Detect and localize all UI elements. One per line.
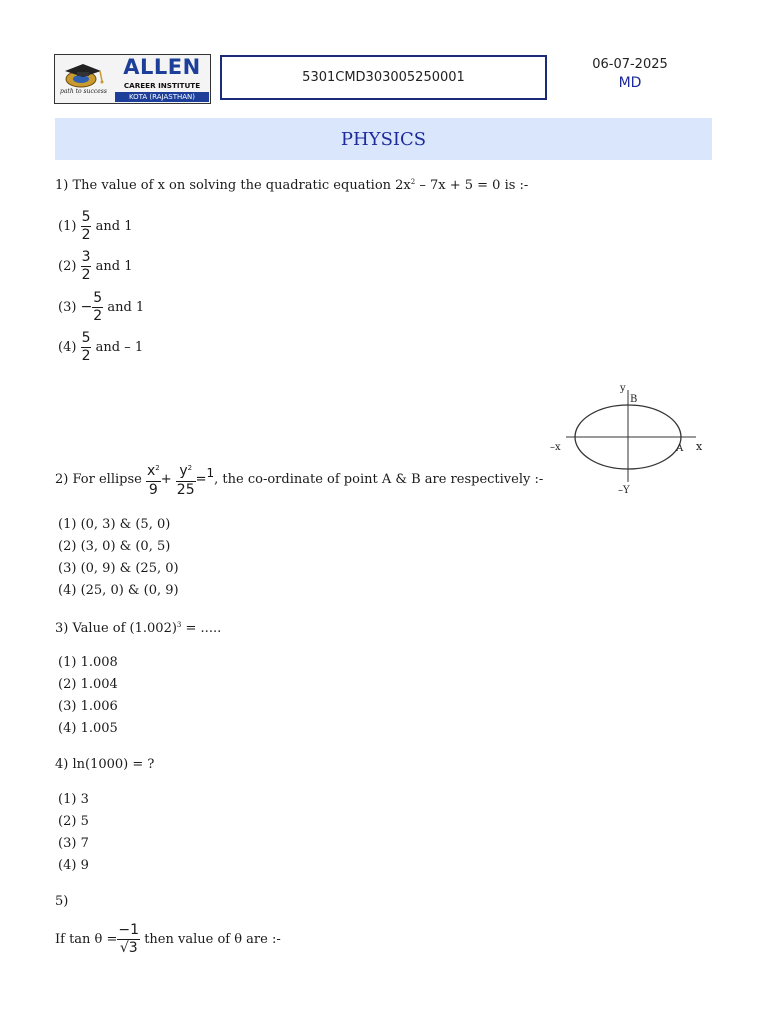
rhs-value: 1 [206,466,215,480]
option-text: 1.004 [80,677,118,692]
exponent: 2 [410,178,416,186]
option-label: (2) [58,814,77,829]
question-number: 1) [55,178,69,193]
question-text: , the co-ordinate of point A & B are respectively :- [214,472,544,487]
question-4 [55,757,154,772]
exponent: 3 [176,621,182,629]
question-3 [55,621,221,636]
option-2[interactable] [58,677,118,692]
allen-logo [54,54,211,104]
fraction [81,330,92,365]
option-text: 3 [80,792,89,807]
option-2[interactable] [58,814,89,829]
question-1 [55,178,528,193]
point-a-label: A [676,443,684,454]
question-text: If tan θ = [55,932,118,947]
option-2[interactable] [58,249,132,284]
question-text: – 7x + 5 = 0 is :- [415,178,529,193]
option-label: (4) [58,340,77,355]
option-text: 1.005 [80,721,118,736]
fraction [146,460,161,499]
option-label: (2) [58,677,77,692]
question-5 [55,922,281,957]
ellipse-diagram [548,380,708,495]
fraction-denominator [117,940,140,957]
question-text: ln(1000) = ? [72,757,155,772]
fraction-denominator: 2 [81,348,91,364]
option-1[interactable] [58,792,89,807]
option-text: 7 [80,836,89,851]
option-text: 1.006 [80,699,118,714]
question-text: For ellipse [72,472,142,487]
option-1[interactable] [58,209,132,244]
option-1[interactable] [58,655,118,670]
sqrt-sign: √ [119,940,129,956]
option-text: (25, 0) & (0, 9) [80,583,179,598]
y-axis-label: y [620,383,626,394]
fraction-numerator: 5 [81,330,91,346]
x-axis-label: x [696,440,703,453]
option-4[interactable] [58,721,118,736]
option-label: (2) [58,539,77,554]
fraction-numerator: −1 [118,922,140,938]
logo-subtitle: CAREER INSTITUTE [123,81,201,90]
fraction [176,460,196,499]
question-number: 3) [55,621,69,636]
option-text: (0, 9) & (25, 0) [80,561,179,576]
option-label: (1) [58,219,77,234]
exam-date: 06-07-2025 [592,57,668,72]
option-1[interactable] [58,517,170,532]
exponent: 2 [187,464,193,472]
option-label: (1) [58,655,77,670]
option-4[interactable] [58,858,89,873]
option-4[interactable] [58,583,179,598]
question-text: The value of x on solving the quadratic equation 2x [72,178,411,193]
paper-code-box [220,55,547,100]
subject-banner [55,118,712,160]
option-label: (4) [58,721,77,736]
question-number: 4) [55,757,69,772]
option-text: and – 1 [95,340,144,355]
option-text: and 1 [107,300,145,315]
fraction-numerator [146,460,161,481]
paper-code: 5301CMD303005250001 [302,70,465,85]
option-label: (4) [58,583,77,598]
subject-title: PHYSICS [340,128,427,150]
fraction [92,290,103,325]
fraction [81,249,92,284]
logo-city: KOTA (RAJASTHAN) [115,92,209,102]
equals-sign: = [195,472,207,487]
fraction-denominator: 2 [93,308,103,324]
question-text: then value of θ are :- [144,932,281,947]
option-3[interactable] [58,836,89,851]
option-text: 9 [80,858,89,873]
option-label: (3) [58,300,77,315]
fraction-denominator: 9 [146,481,161,499]
minus-sign: − [80,299,93,315]
fraction-numerator: 5 [81,209,91,225]
option-text: and 1 [95,259,133,274]
variable: y [179,463,188,479]
plus-sign: + [160,472,172,487]
option-label: (3) [58,561,77,576]
graduation-cap-globe-icon [57,57,112,101]
neg-x-label: –x [550,442,561,453]
variable: x [146,463,156,479]
fraction-numerator: 3 [81,249,91,265]
option-3[interactable] [58,561,179,576]
radicand: 3 [128,940,138,956]
question-number: 2) [55,472,69,487]
option-2[interactable] [58,539,170,554]
logo-tagline: path to success [60,88,107,95]
option-label: (3) [58,699,77,714]
option-text: (3, 0) & (0, 5) [80,539,171,554]
option-label: (3) [58,836,77,851]
option-3[interactable] [58,699,118,714]
fraction [117,922,140,957]
option-label: (1) [58,792,77,807]
fraction-numerator: 5 [93,290,103,306]
question-text: = ..... [181,621,222,636]
neg-y-label: –Y [618,485,630,495]
option-text: 5 [80,814,89,829]
point-b-label: B [630,394,638,405]
fraction-denominator: 25 [176,482,195,498]
option-3[interactable] [58,290,144,325]
exam-shift: MD [618,75,642,91]
exponent: 2 [155,464,160,472]
fraction [81,209,92,244]
option-label: (1) [58,517,77,532]
option-4[interactable] [58,330,143,365]
logo-brand-text: ALLEN [123,55,201,79]
option-label: (2) [58,259,77,274]
option-text: and 1 [95,219,133,234]
option-text: 1.008 [80,655,118,670]
fraction-denominator: 2 [81,267,91,283]
question-5-number: 5) [55,894,69,909]
question-2 [55,460,543,499]
option-label: (4) [58,858,77,873]
fraction-denominator: 2 [81,227,91,243]
question-text: Value of (1.002) [72,621,177,636]
fraction-numerator [176,460,196,481]
option-text: (0, 3) & (5, 0) [80,517,171,532]
